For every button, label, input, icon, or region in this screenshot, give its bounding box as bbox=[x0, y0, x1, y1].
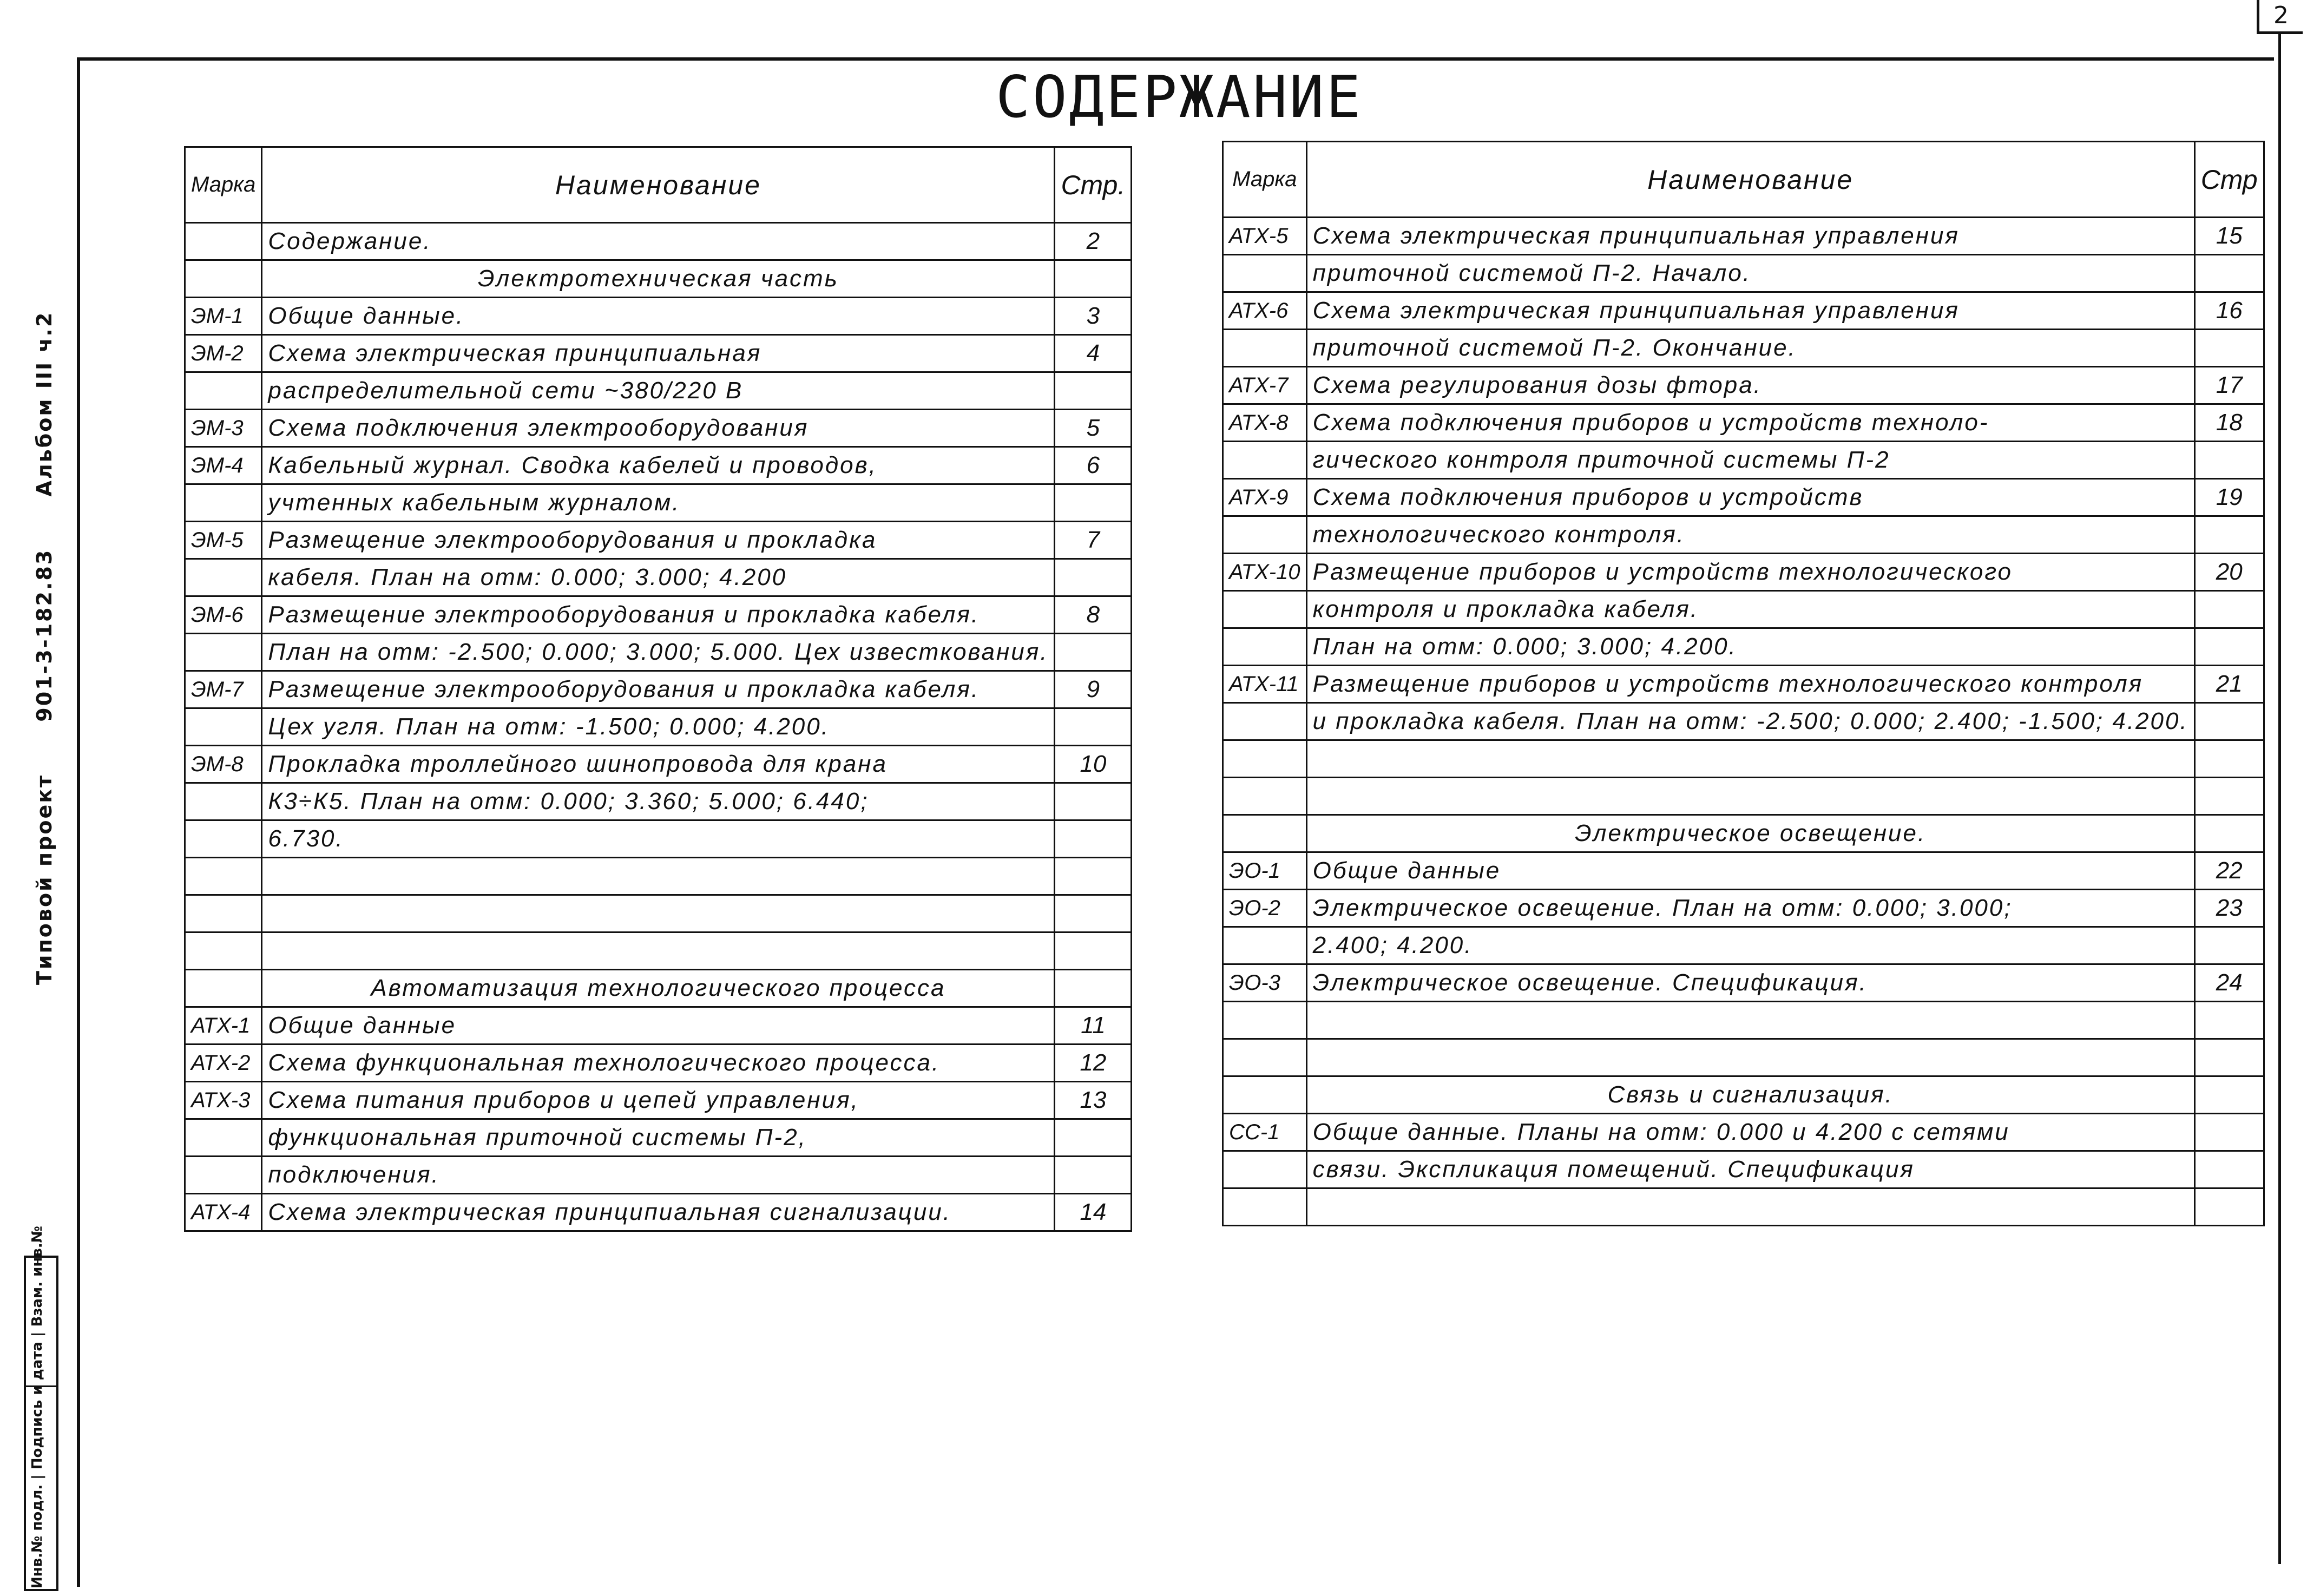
row-page bbox=[2194, 1002, 2264, 1039]
row-name bbox=[1306, 1002, 2194, 1039]
row-name bbox=[1306, 778, 2194, 815]
row-page bbox=[2194, 516, 2264, 554]
table-row bbox=[1223, 964, 2264, 1002]
row-page: 23 bbox=[2194, 890, 2264, 927]
row-name: Общие данные bbox=[1306, 852, 2194, 890]
row-name: Размещение электрооборудования и прокладка кабеля. bbox=[262, 671, 1055, 708]
row-name: Связь и сигнализация. bbox=[1306, 1076, 2194, 1114]
row-mark: ЭМ-7 bbox=[185, 671, 262, 708]
row-name: Цех угля. План на отм: -1.500; 0.000; 4.200. bbox=[262, 708, 1055, 746]
row-name: К3÷К5. План на отм: 0.000; 3.360; 5.000; 6.440; bbox=[262, 783, 1055, 820]
table-row bbox=[185, 1045, 1132, 1082]
row-page: 13 bbox=[1055, 1082, 1132, 1119]
row-page bbox=[2194, 1114, 2264, 1151]
row-name bbox=[1306, 1039, 2194, 1076]
row-name: План на отм: -2.500; 0.000; 3.000; 5.000. Цех известкования. bbox=[262, 634, 1055, 671]
row-page: 3 bbox=[1055, 298, 1132, 335]
row-name: распределительной сети ~380/220 В bbox=[262, 372, 1055, 410]
row-mark bbox=[185, 484, 262, 522]
row-name: Схема подключения электрооборудования bbox=[262, 410, 1055, 447]
row-name: Электротехническая часть bbox=[262, 260, 1055, 298]
row-page bbox=[2194, 255, 2264, 292]
table-row bbox=[1223, 404, 2264, 442]
row-mark bbox=[185, 932, 262, 970]
row-page bbox=[2194, 1039, 2264, 1076]
table-row bbox=[1223, 330, 2264, 367]
row-mark bbox=[1223, 927, 1307, 964]
row-mark bbox=[185, 260, 262, 298]
row-mark bbox=[185, 223, 262, 260]
row-page: 5 bbox=[1055, 410, 1132, 447]
contents-table-right bbox=[1222, 141, 2265, 1226]
row-name: 2.400; 4.200. bbox=[1306, 927, 2194, 964]
row-mark bbox=[1223, 703, 1307, 740]
row-mark bbox=[1223, 330, 1307, 367]
table-row bbox=[185, 708, 1132, 746]
table-row bbox=[1223, 1151, 2264, 1188]
table-row bbox=[1223, 554, 2264, 591]
row-mark: ЭМ-1 bbox=[185, 298, 262, 335]
row-mark: СС-1 bbox=[1223, 1114, 1307, 1151]
row-name: Общие данные. bbox=[262, 298, 1055, 335]
row-mark: ЭМ-8 bbox=[185, 746, 262, 783]
row-name: Содержание. bbox=[262, 223, 1055, 260]
row-mark: ЭМ-5 bbox=[185, 522, 262, 559]
table-row bbox=[185, 559, 1132, 596]
row-page bbox=[1055, 1157, 1132, 1194]
row-name: Общие данные bbox=[262, 1007, 1055, 1045]
header-page: Стр. bbox=[1055, 147, 1132, 223]
table-row bbox=[185, 1082, 1132, 1119]
table-row bbox=[185, 783, 1132, 820]
row-name: технологического контроля. bbox=[1306, 516, 2194, 554]
row-name: Электрическое освещение. План на отм: 0.000; 3.000; bbox=[1306, 890, 2194, 927]
row-page bbox=[2194, 628, 2264, 666]
row-page: 2 bbox=[1055, 223, 1132, 260]
row-page bbox=[1055, 484, 1132, 522]
table-row bbox=[185, 522, 1132, 559]
row-name: Кабельный журнал. Сводка кабелей и проводов, bbox=[262, 447, 1055, 484]
row-page bbox=[1055, 858, 1132, 895]
row-name bbox=[262, 858, 1055, 895]
table-row bbox=[185, 298, 1132, 335]
row-name: приточной системой П-2. Начало. bbox=[1306, 255, 2194, 292]
row-mark bbox=[1223, 1002, 1307, 1039]
row-name: функциональная приточной системы П-2, bbox=[262, 1119, 1055, 1157]
row-mark bbox=[1223, 591, 1307, 628]
table-row bbox=[185, 410, 1132, 447]
row-name: Размещение электрооборудования и прокладка bbox=[262, 522, 1055, 559]
table-row bbox=[185, 634, 1132, 671]
table-row bbox=[185, 895, 1132, 932]
row-name bbox=[1306, 1188, 2194, 1226]
row-page bbox=[1055, 708, 1132, 746]
row-name bbox=[1306, 740, 2194, 778]
side-label-project: Типовой проект bbox=[32, 773, 56, 985]
stamp-label: Инв.№ подл. | Подпись и дата | Взам. инв.№ bbox=[29, 1226, 45, 1588]
row-mark bbox=[185, 895, 262, 932]
table-row bbox=[1223, 591, 2264, 628]
table-row bbox=[185, 671, 1132, 708]
page-title: СОДЕРЖАНИЕ bbox=[996, 64, 1363, 130]
row-mark bbox=[1223, 628, 1307, 666]
table-row bbox=[185, 223, 1132, 260]
row-name: Прокладка троллейного шинопровода для крана bbox=[262, 746, 1055, 783]
row-name: связи. Экспликация помещений. Спецификация bbox=[1306, 1151, 2194, 1188]
row-mark bbox=[1223, 1039, 1307, 1076]
row-name: 6.730. bbox=[262, 820, 1055, 858]
table-row bbox=[1223, 1002, 2264, 1039]
table-row bbox=[1223, 1188, 2264, 1226]
table-row bbox=[1223, 255, 2264, 292]
row-name: Общие данные. Планы на отм: 0.000 и 4.200 с сетями bbox=[1306, 1114, 2194, 1151]
contents-table-right-body bbox=[1223, 218, 2264, 1226]
row-page bbox=[1055, 895, 1132, 932]
table-header-row bbox=[1223, 142, 2264, 218]
row-mark bbox=[185, 783, 262, 820]
row-page bbox=[1055, 1119, 1132, 1157]
row-page bbox=[2194, 740, 2264, 778]
row-mark: ЭО-3 bbox=[1223, 964, 1307, 1002]
table-row bbox=[1223, 1076, 2264, 1114]
table-row bbox=[185, 746, 1132, 783]
table-row bbox=[1223, 666, 2264, 703]
row-page: 24 bbox=[2194, 964, 2264, 1002]
row-name: Схема электрическая принципиальная bbox=[262, 335, 1055, 372]
header-name: Наименование bbox=[262, 147, 1055, 223]
table-row bbox=[185, 1194, 1132, 1231]
row-page bbox=[2194, 703, 2264, 740]
table-row bbox=[185, 858, 1132, 895]
row-mark: АТХ-10 bbox=[1223, 554, 1307, 591]
row-name: учтенных кабельным журналом. bbox=[262, 484, 1055, 522]
row-page bbox=[1055, 970, 1132, 1007]
row-name: Схема электрическая принципиальная сигнализации. bbox=[262, 1194, 1055, 1231]
table-row bbox=[1223, 890, 2264, 927]
header-mark: Марка bbox=[1223, 142, 1307, 218]
row-name: Схема электрическая принципиальная управления bbox=[1306, 218, 2194, 255]
row-page bbox=[1055, 634, 1132, 671]
row-page: 22 bbox=[2194, 852, 2264, 890]
row-mark bbox=[1223, 1076, 1307, 1114]
row-page bbox=[2194, 442, 2264, 479]
row-mark: АТХ-5 bbox=[1223, 218, 1307, 255]
row-mark: ЭМ-2 bbox=[185, 335, 262, 372]
table-row bbox=[185, 447, 1132, 484]
table-row bbox=[185, 1007, 1132, 1045]
row-mark bbox=[1223, 516, 1307, 554]
row-mark: ЭМ-6 bbox=[185, 596, 262, 634]
table-row bbox=[1223, 740, 2264, 778]
table-row bbox=[1223, 367, 2264, 404]
row-page: 19 bbox=[2194, 479, 2264, 516]
row-name: кабеля. План на отм: 0.000; 3.000; 4.200 bbox=[262, 559, 1055, 596]
row-page bbox=[2194, 815, 2264, 852]
table-row bbox=[1223, 1039, 2264, 1076]
table-row bbox=[185, 1157, 1132, 1194]
row-mark bbox=[185, 634, 262, 671]
row-page: 9 bbox=[1055, 671, 1132, 708]
row-mark bbox=[1223, 442, 1307, 479]
row-name: подключения. bbox=[262, 1157, 1055, 1194]
table-row bbox=[1223, 927, 2264, 964]
row-mark: АТХ-4 bbox=[185, 1194, 262, 1231]
row-mark: АТХ-2 bbox=[185, 1045, 262, 1082]
table-row bbox=[185, 932, 1132, 970]
table-row bbox=[1223, 292, 2264, 330]
row-page: 18 bbox=[2194, 404, 2264, 442]
row-mark bbox=[1223, 1188, 1307, 1226]
row-name: Схема регулирования дозы фтора. bbox=[1306, 367, 2194, 404]
table-row bbox=[1223, 479, 2264, 516]
header-name: Наименование bbox=[1306, 142, 2194, 218]
table-row bbox=[185, 372, 1132, 410]
row-page bbox=[2194, 1188, 2264, 1226]
row-mark bbox=[185, 858, 262, 895]
row-page: 10 bbox=[1055, 746, 1132, 783]
table-row bbox=[185, 260, 1132, 298]
row-name: Схема подключения приборов и устройств bbox=[1306, 479, 2194, 516]
table-row bbox=[1223, 852, 2264, 890]
row-page: 16 bbox=[2194, 292, 2264, 330]
row-mark bbox=[1223, 815, 1307, 852]
header-page: Стр bbox=[2194, 142, 2264, 218]
row-page bbox=[1055, 260, 1132, 298]
row-name: Размещение электрооборудования и прокладка кабеля. bbox=[262, 596, 1055, 634]
row-mark bbox=[1223, 740, 1307, 778]
row-name: гического контроля приточной системы П-2 bbox=[1306, 442, 2194, 479]
row-page: 21 bbox=[2194, 666, 2264, 703]
table-row bbox=[1223, 1114, 2264, 1151]
row-page: 15 bbox=[2194, 218, 2264, 255]
table-row bbox=[185, 820, 1132, 858]
row-name: и прокладка кабеля. План на отм: -2.500; 0.000; 2.400; -1.500; 4.200. bbox=[1306, 703, 2194, 740]
row-page bbox=[2194, 1076, 2264, 1114]
row-mark: АТХ-6 bbox=[1223, 292, 1307, 330]
row-page bbox=[2194, 927, 2264, 964]
row-name: контроля и прокладка кабеля. bbox=[1306, 591, 2194, 628]
row-page: 17 bbox=[2194, 367, 2264, 404]
frame-right-border bbox=[2278, 32, 2281, 1564]
row-name bbox=[262, 932, 1055, 970]
row-name: приточной системой П-2. Окончание. bbox=[1306, 330, 2194, 367]
row-name: Размещение приборов и устройств технологического контроля bbox=[1306, 666, 2194, 703]
row-mark: АТХ-3 bbox=[185, 1082, 262, 1119]
side-label-album: Альбом III ч.2 bbox=[32, 311, 56, 497]
table-row bbox=[1223, 218, 2264, 255]
row-page bbox=[2194, 591, 2264, 628]
row-page: 7 bbox=[1055, 522, 1132, 559]
table-row bbox=[185, 970, 1132, 1007]
sheet-number: 2 bbox=[2257, 0, 2303, 34]
row-mark bbox=[1223, 1151, 1307, 1188]
contents-table-left bbox=[184, 146, 1132, 1232]
row-mark bbox=[1223, 778, 1307, 815]
row-mark: ЭМ-3 bbox=[185, 410, 262, 447]
row-page bbox=[2194, 330, 2264, 367]
table-row bbox=[185, 1119, 1132, 1157]
row-mark: ЭМ-4 bbox=[185, 447, 262, 484]
row-mark: АТХ-8 bbox=[1223, 404, 1307, 442]
row-mark: ЭО-1 bbox=[1223, 852, 1307, 890]
row-name: Схема подключения приборов и устройств техноло- bbox=[1306, 404, 2194, 442]
row-page bbox=[1055, 820, 1132, 858]
table-row bbox=[1223, 815, 2264, 852]
table-row bbox=[1223, 628, 2264, 666]
row-mark bbox=[185, 559, 262, 596]
row-mark: АТХ-9 bbox=[1223, 479, 1307, 516]
row-page: 8 bbox=[1055, 596, 1132, 634]
row-page bbox=[2194, 1151, 2264, 1188]
row-page: 4 bbox=[1055, 335, 1132, 372]
row-page: 14 bbox=[1055, 1194, 1132, 1231]
row-page: 12 bbox=[1055, 1045, 1132, 1082]
table-row bbox=[185, 596, 1132, 634]
row-name: Схема функциональная технологического процесса. bbox=[262, 1045, 1055, 1082]
row-name: Размещение приборов и устройств технологического bbox=[1306, 554, 2194, 591]
header-mark: Марка bbox=[185, 147, 262, 223]
row-page: 11 bbox=[1055, 1007, 1132, 1045]
row-name: Схема питания приборов и цепей управления, bbox=[262, 1082, 1055, 1119]
row-mark bbox=[1223, 255, 1307, 292]
row-name bbox=[262, 895, 1055, 932]
contents-table-left-body bbox=[185, 223, 1132, 1231]
row-mark bbox=[185, 1119, 262, 1157]
row-page bbox=[1055, 783, 1132, 820]
row-page bbox=[2194, 778, 2264, 815]
row-name: Электрическое освещение. bbox=[1306, 815, 2194, 852]
table-row bbox=[1223, 516, 2264, 554]
row-page: 20 bbox=[2194, 554, 2264, 591]
row-name: Автоматизация технологического процесса bbox=[262, 970, 1055, 1007]
row-page bbox=[1055, 372, 1132, 410]
side-label bbox=[32, 268, 56, 985]
row-name: Схема электрическая принципиальная управления bbox=[1306, 292, 2194, 330]
row-page bbox=[1055, 559, 1132, 596]
row-page: 6 bbox=[1055, 447, 1132, 484]
table-row bbox=[1223, 442, 2264, 479]
table-row bbox=[1223, 703, 2264, 740]
side-label-code: 901-3-182.83 bbox=[32, 548, 56, 722]
table-row bbox=[185, 484, 1132, 522]
row-mark: ЭО-2 bbox=[1223, 890, 1307, 927]
row-page bbox=[1055, 932, 1132, 970]
row-mark bbox=[185, 970, 262, 1007]
row-mark bbox=[185, 372, 262, 410]
row-name: План на отм: 0.000; 3.000; 4.200. bbox=[1306, 628, 2194, 666]
row-mark bbox=[185, 820, 262, 858]
row-mark: АТХ-7 bbox=[1223, 367, 1307, 404]
row-mark: АТХ-1 bbox=[185, 1007, 262, 1045]
row-mark bbox=[185, 1157, 262, 1194]
table-row bbox=[185, 335, 1132, 372]
row-name: Электрическое освещение. Спецификация. bbox=[1306, 964, 2194, 1002]
row-mark bbox=[185, 708, 262, 746]
row-mark: АТХ-11 bbox=[1223, 666, 1307, 703]
table-header-row bbox=[185, 147, 1132, 223]
table-row bbox=[1223, 778, 2264, 815]
